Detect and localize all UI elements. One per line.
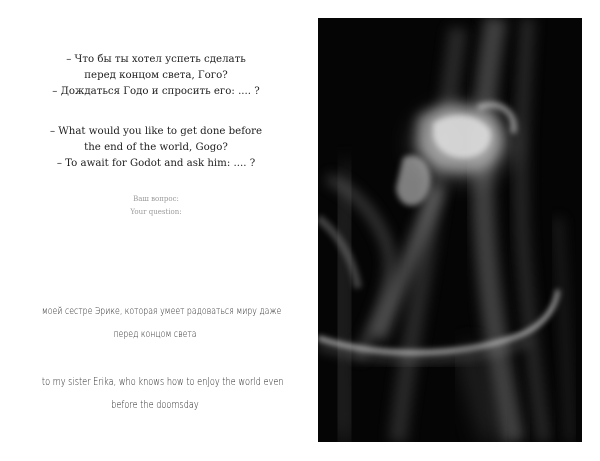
question-prompt-en: Your question: — [130, 208, 182, 216]
quote-russian — [20, 52, 292, 100]
dedication-en-line-1: to my sister Erika, who knows how to enJoy the world even — [41, 376, 284, 388]
dedication-ru-line-2: перед концом света — [113, 329, 197, 340]
dedication-ru-line-1: моей сестре Эрике, которая умеет радоваться миру даже — [41, 306, 282, 317]
quote-en-line-3: – To await for Godot and ask him: .... ? — [56, 158, 256, 169]
photo-blurred-figure — [318, 18, 582, 442]
quote-ru-line-2: перед концом света, Гого? — [84, 70, 228, 81]
quote-ru-line-3: – Дождаться Годо и спросить его: .... ? — [52, 86, 260, 97]
dedication-english — [10, 371, 300, 417]
quote-ru-line-1: – Что бы ты хотел успеть сделать — [66, 54, 246, 65]
quote-english — [20, 124, 292, 172]
question-prompt-ru: Ваш вопрос: — [133, 195, 179, 203]
quote-en-line-2: the end of the world, Gogo? — [84, 142, 228, 153]
dedication-en-line-2: before the doomsday — [111, 399, 199, 411]
photo-illustration — [318, 18, 582, 442]
dedication-russian — [10, 300, 300, 346]
quote-en-line-1: – What would you like to get done before — [49, 126, 263, 137]
